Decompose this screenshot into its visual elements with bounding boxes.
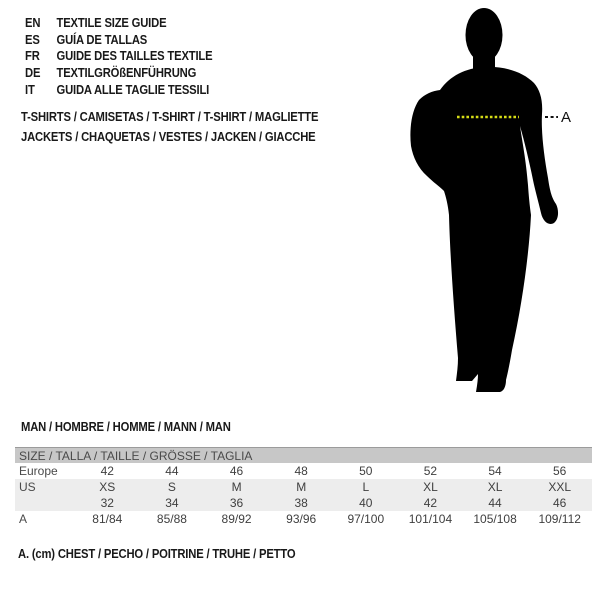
row-label: Europe xyxy=(19,464,58,478)
size-cell: 54 xyxy=(488,464,502,478)
row-label: US xyxy=(19,480,36,494)
size-cell: 40 xyxy=(359,496,373,510)
size-cell: 56 xyxy=(553,464,567,478)
category-tshirts: T-SHIRTS / CAMISETAS / T-SHIRT / T-SHIRT / MAGLIETTE xyxy=(21,110,319,124)
guide-title: GUÍA DE TALLAS xyxy=(56,32,148,47)
size-cell: 44 xyxy=(488,496,502,510)
guide-title: TEXTILGRÖßENFÜHRUNG xyxy=(56,66,197,81)
size-cell: 46 xyxy=(229,464,244,478)
language-row xyxy=(25,32,212,49)
size-cell: 42 xyxy=(100,464,114,478)
garment-categories xyxy=(21,108,318,147)
size-cell: M xyxy=(231,480,242,494)
size-cell: S xyxy=(167,480,176,494)
man-silhouette xyxy=(410,67,558,392)
size-cell: 36 xyxy=(229,496,244,510)
guide-title: TEXTILE SIZE GUIDE xyxy=(56,16,167,30)
language-row xyxy=(25,48,212,65)
size-table-header: SIZE / TALLA / TAILLE / GRÖSSE / TAGLIA xyxy=(15,448,592,464)
table-row-chest-a xyxy=(15,511,592,527)
table-row-us-numeric xyxy=(15,495,592,511)
language-code: EN xyxy=(25,16,41,30)
size-cell: 46 xyxy=(553,496,567,510)
category-jackets: JACKETS / CHAQUETAS / VESTES / JACKEN / GIACCHE xyxy=(21,129,316,144)
section-title-man: MAN / HOMBRE / HOMME / MANN / MAN xyxy=(21,420,231,434)
size-table-header-row xyxy=(15,448,592,464)
size-cell: XL xyxy=(423,480,438,494)
row-label: A xyxy=(19,512,28,526)
size-cell: 52 xyxy=(423,464,438,478)
size-cell: 109/112 xyxy=(538,512,581,526)
table-row-us xyxy=(15,479,592,495)
size-cell: XXL xyxy=(548,480,572,494)
size-table xyxy=(15,447,592,527)
language-code: IT xyxy=(25,82,35,97)
size-cell: 32 xyxy=(100,496,114,510)
size-cell: XS xyxy=(99,480,116,494)
size-cell: 50 xyxy=(359,464,373,478)
size-cell: L xyxy=(362,480,370,494)
size-cell: 81/84 xyxy=(92,512,123,526)
size-cell: 44 xyxy=(165,464,179,478)
size-cell: M xyxy=(296,480,307,494)
man-figure xyxy=(405,0,575,400)
size-cell: 38 xyxy=(294,496,308,510)
size-cell: 85/88 xyxy=(156,512,187,526)
size-cell: 101/104 xyxy=(408,512,453,526)
language-row xyxy=(25,82,212,99)
language-code: DE xyxy=(25,66,41,81)
guide-title: GUIDE DES TAILLES TEXTILE xyxy=(56,49,213,64)
language-code: FR xyxy=(25,49,40,64)
table-row-europe xyxy=(15,463,592,479)
size-cell: 89/92 xyxy=(221,512,252,526)
language-code: ES xyxy=(25,32,40,47)
language-title-list xyxy=(25,15,212,99)
language-row xyxy=(25,65,212,82)
size-cell: 34 xyxy=(165,496,179,510)
size-cell: 48 xyxy=(294,464,308,478)
language-row xyxy=(25,15,212,32)
size-cell: 105/108 xyxy=(473,512,517,526)
size-cell: 97/100 xyxy=(347,512,385,526)
guide-title: GUIDA ALLE TAGLIE TESSILI xyxy=(56,82,210,97)
row-label xyxy=(15,495,75,511)
size-cell: 93/96 xyxy=(286,512,317,526)
size-cell: XL xyxy=(487,480,503,494)
measure-label-a: A xyxy=(561,109,572,126)
measurement-footnote: A. (cm) CHEST / PECHO / POITRINE / TRUHE / PETTO xyxy=(18,547,296,561)
size-cell: 42 xyxy=(423,496,438,510)
